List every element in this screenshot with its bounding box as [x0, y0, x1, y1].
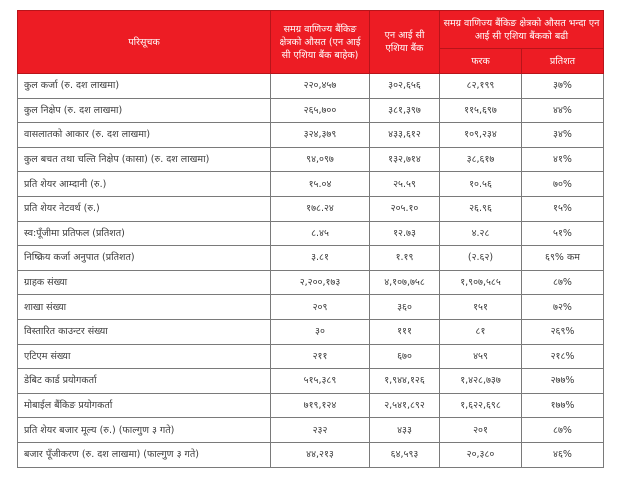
- cell-industry-average: ३०: [271, 319, 370, 344]
- cell-nic-asia-bank: ४३३,६१२: [370, 123, 440, 148]
- row-indicator: स्व:पूँजीमा प्रतिफल (प्रतिशत): [18, 221, 271, 246]
- row-indicator: कुल कर्जा (रु. दश लाखमा): [18, 74, 271, 99]
- table-row: [18, 319, 604, 344]
- table-row: [18, 196, 604, 221]
- cell-nic-asia-bank: २,५४१,८९२: [370, 393, 440, 418]
- cell-difference: १०.५६: [440, 172, 522, 197]
- row-indicator: कुल निक्षेप (रु. दश लाखमा): [18, 98, 271, 123]
- header-industry-average: समग्र वाणिज्य बैंकिङ क्षेत्रको औसत (एन आई सी एशिया बैंक बाहेक): [271, 11, 370, 74]
- table-row: [18, 344, 604, 369]
- cell-difference: २०१: [440, 418, 522, 443]
- cell-difference: ४५९: [440, 344, 522, 369]
- cell-percent: २७७%: [522, 369, 604, 394]
- table-row: [18, 172, 604, 197]
- table-row: [18, 369, 604, 394]
- row-indicator: डेबिट कार्ड प्रयोगकर्ता: [18, 369, 271, 394]
- cell-industry-average: ७१९,१२४: [271, 393, 370, 418]
- cell-industry-average: ३.८१: [271, 246, 370, 271]
- cell-nic-asia-bank: १.१९: [370, 246, 440, 271]
- table-row: [18, 123, 604, 148]
- table-row: [18, 418, 604, 443]
- table-row: [18, 442, 604, 467]
- cell-nic-asia-bank: २०५.१०: [370, 196, 440, 221]
- table-body: [18, 74, 604, 468]
- row-indicator: निष्क्रिय कर्जा अनुपात (प्रतिशत): [18, 246, 271, 271]
- header-difference: फरक: [440, 49, 522, 74]
- cell-nic-asia-bank: १२.७३: [370, 221, 440, 246]
- row-indicator: एटिएम संख्या: [18, 344, 271, 369]
- cell-industry-average: २३२: [271, 418, 370, 443]
- cell-percent: ७०%: [522, 172, 604, 197]
- cell-industry-average: २,२००,१७३: [271, 270, 370, 295]
- row-indicator: प्रति शेयर आम्दानी (रु.): [18, 172, 271, 197]
- cell-difference: ३८,६१७: [440, 147, 522, 172]
- cell-nic-asia-bank: १,९४४,१२६: [370, 369, 440, 394]
- cell-difference: २६.९६: [440, 196, 522, 221]
- row-indicator: शाखा संख्या: [18, 295, 271, 320]
- cell-difference: १,६२२,६९८: [440, 393, 522, 418]
- cell-nic-asia-bank: १११: [370, 319, 440, 344]
- cell-percent: ८७%: [522, 418, 604, 443]
- row-indicator: ग्राहक संख्या: [18, 270, 271, 295]
- cell-percent: ३४%: [522, 123, 604, 148]
- header-nic-asia-bank: एन आई सी एशिया बैंक: [370, 11, 440, 74]
- cell-nic-asia-bank: १३२,७१४: [370, 147, 440, 172]
- cell-difference: १,४२८,७३७: [440, 369, 522, 394]
- header-percent: प्रतिशत: [522, 49, 604, 74]
- cell-difference: ८१: [440, 319, 522, 344]
- row-indicator: प्रति शेयर नेटवर्थ (रु.): [18, 196, 271, 221]
- cell-percent: ४४%: [522, 98, 604, 123]
- cell-nic-asia-bank: ३६०: [370, 295, 440, 320]
- table-row: [18, 98, 604, 123]
- row-indicator: कुल बचत तथा चल्ति निक्षेप (कासा) (रु. दश लाखमा): [18, 147, 271, 172]
- cell-difference: (२.६२): [440, 246, 522, 271]
- cell-percent: ४१%: [522, 147, 604, 172]
- cell-difference: १०९,२३४: [440, 123, 522, 148]
- cell-difference: १,९०७,५८५: [440, 270, 522, 295]
- cell-industry-average: ५१५,३८९: [271, 369, 370, 394]
- table-row: [18, 147, 604, 172]
- cell-difference: ४.२८: [440, 221, 522, 246]
- table-row: [18, 74, 604, 99]
- row-indicator: मोबाईल बैंकिङ प्रयोगकर्ता: [18, 393, 271, 418]
- cell-nic-asia-bank: २५.५९: [370, 172, 440, 197]
- cell-nic-asia-bank: ६४,५९३: [370, 442, 440, 467]
- row-indicator: वासलातको आकार (रु. दश लाखमा): [18, 123, 271, 148]
- cell-industry-average: २६५,७००: [271, 98, 370, 123]
- cell-industry-average: ३२४,३७९: [271, 123, 370, 148]
- cell-industry-average: १७८.२४: [271, 196, 370, 221]
- header-indicator: परिसूचक: [18, 11, 271, 74]
- cell-percent: ७२%: [522, 295, 604, 320]
- cell-difference: १५१: [440, 295, 522, 320]
- table-row: [18, 270, 604, 295]
- table-header: [18, 11, 604, 74]
- table-row: [18, 246, 604, 271]
- cell-nic-asia-bank: ३०२,६५६: [370, 74, 440, 99]
- cell-industry-average: ८.४५: [271, 221, 370, 246]
- cell-nic-asia-bank: ३८१,३९७: [370, 98, 440, 123]
- cell-nic-asia-bank: ४,१०७,७५८: [370, 270, 440, 295]
- table-row: [18, 295, 604, 320]
- header-higher-than-average: समग्र वाणिज्य बैंकिङ क्षेत्रको औसत भन्दा एन आई सी एशिया बैंकको बढी: [440, 11, 604, 49]
- table-row: [18, 393, 604, 418]
- cell-percent: २६९%: [522, 319, 604, 344]
- cell-industry-average: ९४,०९७: [271, 147, 370, 172]
- cell-difference: ८२,१९९: [440, 74, 522, 99]
- cell-percent: ८७%: [522, 270, 604, 295]
- row-indicator: विस्तारित काउन्टर संख्या: [18, 319, 271, 344]
- cell-percent: १५%: [522, 196, 604, 221]
- comparison-table: [17, 10, 604, 468]
- cell-industry-average: २०९: [271, 295, 370, 320]
- cell-difference: ११५,६९७: [440, 98, 522, 123]
- table-row: [18, 221, 604, 246]
- cell-percent: ३७%: [522, 74, 604, 99]
- cell-percent: २१८%: [522, 344, 604, 369]
- cell-percent: १७७%: [522, 393, 604, 418]
- cell-industry-average: २२०,४५७: [271, 74, 370, 99]
- cell-nic-asia-bank: ४३३: [370, 418, 440, 443]
- cell-nic-asia-bank: ६७०: [370, 344, 440, 369]
- cell-industry-average: १५.०४: [271, 172, 370, 197]
- cell-industry-average: २११: [271, 344, 370, 369]
- cell-percent: ५१%: [522, 221, 604, 246]
- cell-difference: २०,३८०: [440, 442, 522, 467]
- cell-industry-average: ४४,२१३: [271, 442, 370, 467]
- cell-percent: ४६%: [522, 442, 604, 467]
- cell-percent: ६९% कम: [522, 246, 604, 271]
- row-indicator: प्रति शेयर बजार मूल्य (रु.) (फाल्गुण ३ गते): [18, 418, 271, 443]
- row-indicator: बजार पूँजीकरण (रु. दश लाखमा) (फाल्गुण ३ गते): [18, 442, 271, 467]
